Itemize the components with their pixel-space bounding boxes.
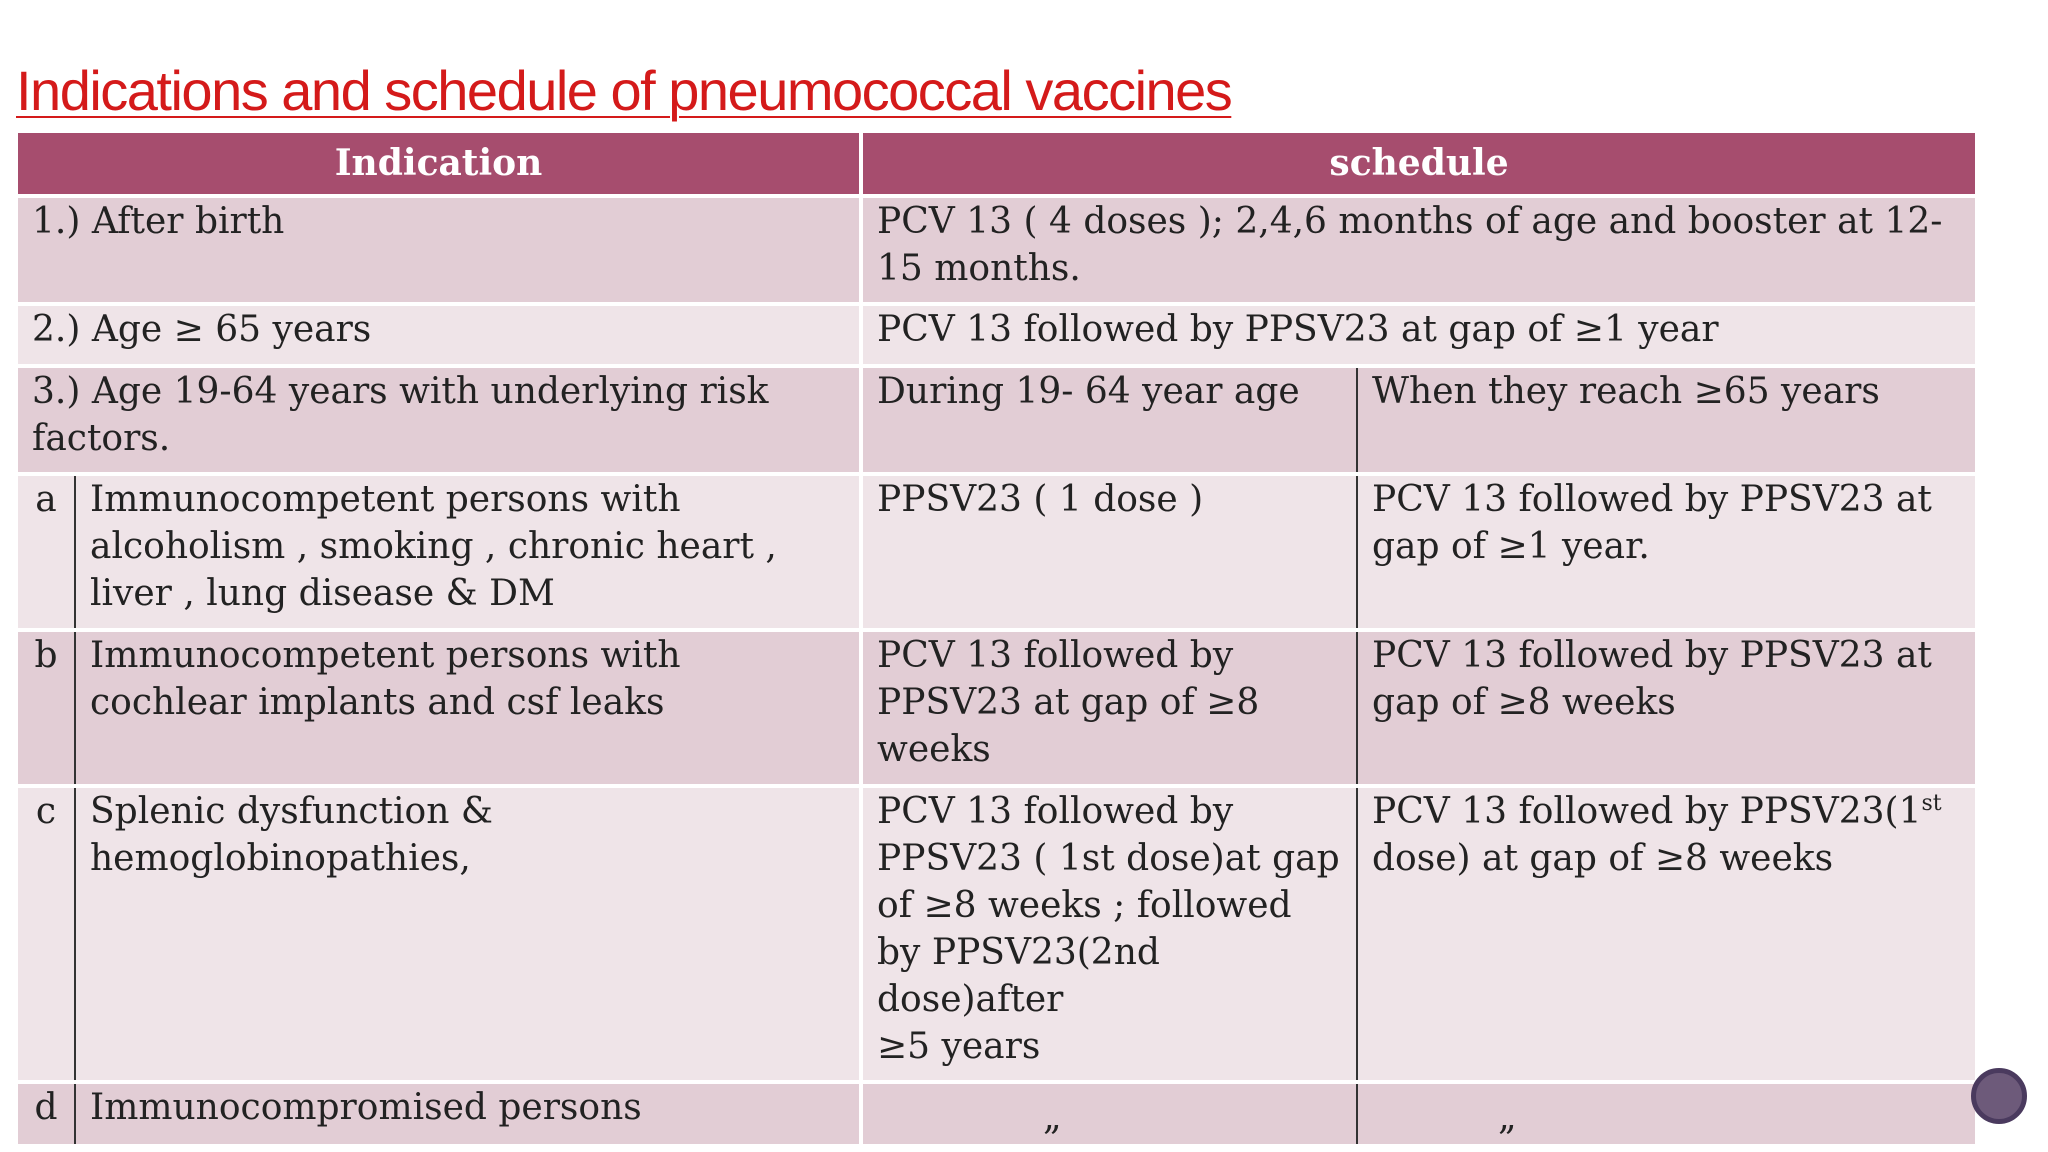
- row-c-reach-a: PCV 13 followed by PPSV23(1: [1372, 791, 1922, 832]
- table-row: [18, 474, 1975, 630]
- row-c-reach-b: dose) at gap of ≥8 weeks: [1372, 838, 1834, 879]
- row-b-reach: PCV 13 followed by PPSV23 at gap of ≥8 weeks: [1357, 630, 1975, 786]
- row-c-indication: Splenic dysfunction & hemoglobinopathies,: [75, 786, 861, 1082]
- row-c-reach-sup: st: [1921, 791, 1942, 816]
- row-a-reach: PCV 13 followed by PPSV23 at gap of ≥1 year.: [1357, 474, 1975, 630]
- row1-schedule: PCV 13 ( 4 doses ); 2,4,6 months of age and booster at 12-15 months.: [861, 196, 1975, 304]
- row-c-reach: [1357, 786, 1975, 1082]
- row-c-during: [861, 786, 1357, 1082]
- table-row: [18, 786, 1975, 1082]
- header-schedule: schedule: [861, 133, 1975, 196]
- row-b-during: PCV 13 followed by PPSV23 at gap of ≥8 weeks: [861, 630, 1357, 786]
- row-a-during: PPSV23 ( 1 dose ): [861, 474, 1357, 630]
- row3-indication: 3.) Age 19-64 years with underlying risk factors.: [18, 366, 861, 474]
- row-d-during: „: [861, 1082, 1357, 1144]
- row-d-reach: „: [1357, 1082, 1975, 1144]
- row1-indication: 1.) After birth: [18, 196, 861, 304]
- row-c-label: c: [18, 786, 75, 1082]
- table-row: [18, 196, 1975, 304]
- row-d-label: d: [18, 1082, 75, 1144]
- row2-indication: 2.) Age ≥ 65 years: [18, 304, 861, 366]
- row2-schedule: PCV 13 followed by PPSV23 at gap of ≥1 year: [861, 304, 1975, 366]
- table-row: [18, 366, 1975, 474]
- row-c-during-text: PCV 13 followed by PPSV23 ( 1st dose)at gap of ≥8 weeks ; followed by PPSV23(2nd dose)after: [877, 791, 1340, 1020]
- page-title: Indications and schedule of pneumococcal vaccines: [16, 59, 1232, 122]
- row3-reach: When they reach ≥65 years: [1357, 366, 1975, 474]
- table-row: [18, 1082, 1975, 1144]
- row-b-indication: Immunocompetent persons with cochlear implants and csf leaks: [75, 630, 861, 786]
- presentation-logo-icon[interactable]: [1971, 1068, 2027, 1124]
- row3-during: During 19- 64 year age: [861, 366, 1357, 474]
- row-a-label: a: [18, 474, 75, 630]
- vaccine-schedule-table: [18, 133, 1975, 1144]
- table-row: [18, 630, 1975, 786]
- row-c-during-last: ≥5 years: [877, 1026, 1041, 1067]
- row-b-label: b: [18, 630, 75, 786]
- row-a-indication: Immunocompetent persons with alcoholism , smoking , chronic heart , liver , lung disease & DM: [75, 474, 861, 630]
- row-d-indication: Immunocompromised persons: [75, 1082, 861, 1144]
- header-indication: Indication: [18, 133, 861, 196]
- table-row: [18, 304, 1975, 366]
